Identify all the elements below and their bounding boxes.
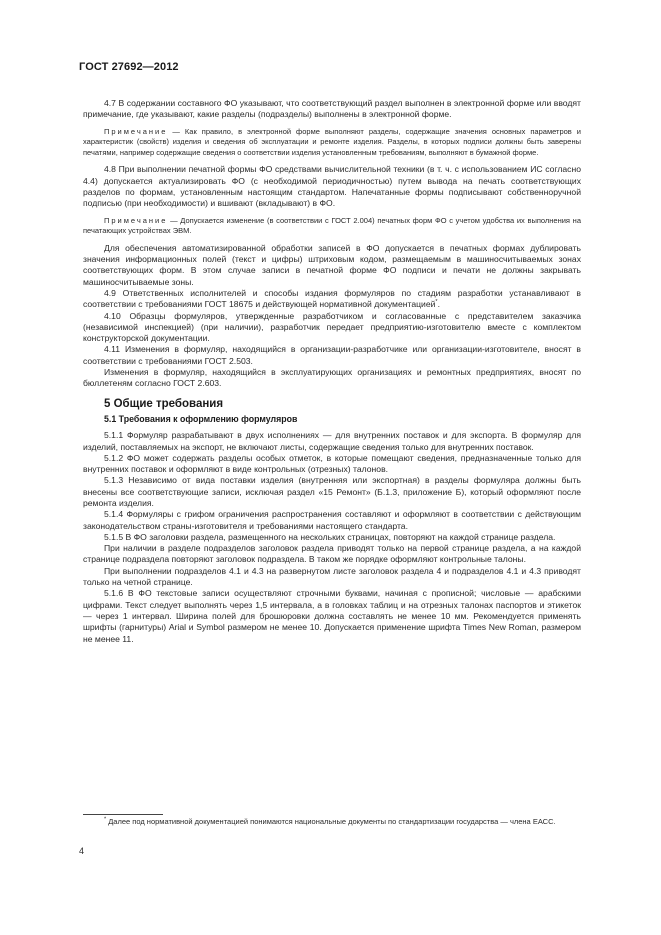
paragraph-text: 4.9 Ответственных исполнителей и способы издания формуляров по стадиям разработки устанавливают в соответствии с требованиями ГОСТ 18675 и действующей нормативной документацией	[83, 287, 581, 310]
paragraph: 5.1.2 ФО может содержать разделы особых отметок, в которые помещают сведения, предназначенные только для внутренних поставок и оформляют в виде контрольных (отрезных) талонов.	[83, 452, 581, 475]
standard-header: ГОСТ 27692—2012	[79, 61, 179, 73]
paragraph: При наличии в разделе подразделов заголовок раздела приводят только на первой странице раздела, а на каждой странице подраздела повторяют заголовок подраздела. В таком же порядке оформляют контрольные талоны.	[83, 543, 581, 565]
paragraph	[83, 288, 581, 311]
note-text: — Допускается изменение (в соответствии с ГОСТ 2.004) печатных форм ФО с учетом удобства их выполнения на печатающих устройствах ЭВМ.	[83, 215, 581, 236]
paragraph: Изменения в формуляр, находящийся в эксплуатирующих организациях и ремонтных предприятиях, вносят по бюллетеням согласно ГОСТ 2.603.	[83, 367, 581, 389]
section-heading: 5 Общие требования	[104, 397, 224, 410]
note-label: Примечание	[104, 215, 168, 225]
footnote-mark: *	[104, 816, 107, 823]
paragraph: 5.1.4 Формуляры с грифом ограничения распространения составляют и оформляют в соответствии с действующим законодательством страны-изготовителя и требованиями настоящего стандарта.	[83, 509, 581, 531]
paragraph: 4.7 В содержании составного ФО указывают, что соответствующий раздел выполнен в электронной форме или вводят примечание, где указывают, какие разделы (подразделы) выполнены в электронной форме.	[83, 98, 581, 120]
note-text: — Как правило, в электронной форме выполняют разделы, содержащие значения основных параметров и характеристик (свойств) изделия и сведения об эксплуатации и ремонте изделия. Разделы, в которых подписи должны быть заверены печатями, например содержащие сведения о соответствии изделия установленным требованиям, выполняют в бумажной форме.	[83, 126, 581, 157]
page-number: 4	[79, 846, 85, 856]
paragraph-tail: .	[437, 299, 440, 310]
document-body	[83, 98, 581, 645]
paragraph: 5.1.1 Формуляр разрабатывают в двух исполнениях — для внутренних поставок и для экспорта. В формуляр для изделий, поставляемых на экспорт, не включают листы, содержащие сведения только для внутренних поставок.	[83, 430, 581, 452]
note-paragraph	[83, 216, 581, 237]
paragraph: Для обеспечения автоматизированной обработки записей в ФО допускается в печатных формах дублировать значения информационных полей (текст и цифры) штриховым кодом, размещаемым в машиносчитываемых зонах соответствующих форм. В этом случае записи в печатной форме ФО подписи и печати не должны закрывать машиносчитываемые зоны.	[83, 242, 581, 287]
paragraph: 5.1.6 В ФО текстовые записи осуществляют строчными буквами, начиная с прописной; числовые — арабскими цифрами. Текст следует выполнять через 1,5 интервала, а в головках таблиц и на отрезных талонах паспортов и этикеток — через 1 интервал. Ширина полей для брошюровки должна составлять не менее 10 мм. Рекомендуется применять шрифты (гарнитуры) Arial и Symbol размером не менее 10. Допускается применение шрифта Times New Roman, размером не менее 11.	[83, 588, 581, 644]
note-label: Примечание	[104, 126, 168, 136]
footnote-text: Далее под нормативной документацией понимаются национальные документы по стандартизации государства — члена ЕАСС.	[106, 817, 556, 826]
paragraph: 4.8 При выполнении печатной формы ФО средствами вычислительной техники (в т. ч. с использованием ИС согласно 4.4) допускается актуализировать ФО (с необходимой периодичностью) путем вывода на печать соответствующих разделов по формам, установленным настоящим стандартом. Напечатанные формы подписывают собственноручной подписью (при необходимости) и вшивают (вкладывают) в ФО.	[83, 164, 581, 209]
subsection-heading: 5.1 Требования к оформлению формуляров	[104, 413, 298, 424]
footnote	[83, 817, 581, 828]
footnote-separator	[83, 814, 163, 815]
note-paragraph	[83, 127, 581, 159]
paragraph: 4.10 Образцы формуляров, утвержденные разработчиком и согласованные с представителем заказчика (независимой инспекцией) (при наличии), разработчик передает предприятию-изготовителю вместе с комплектом конструкторской документации.	[83, 310, 581, 344]
paragraph: При выполнении подразделов 4.1 и 4.3 на развернутом листе заголовок раздела 4 и подразделов 4.1 и 4.3 приводят только на четной странице.	[83, 565, 581, 588]
paragraph: 5.1.3 Независимо от вида поставки изделия (внутренняя или экспортная) в разделы формуляра должны быть внесены все соответствующие записи, исключая раздел «15 Ремонт» (Б.1.3, приложение Б), который оформляют после ремонта изделия.	[83, 475, 581, 508]
paragraph: 4.11 Изменения в формуляр, находящийся в организации-разработчике или организации-изготовителе, вносят в соответствии с требованиями ГОСТ 2.503.	[83, 344, 581, 366]
footnote-reference: *	[435, 299, 438, 306]
paragraph: 5.1.5 В ФО заголовки раздела, размещенного на нескольких страницах, повторяют на каждой странице раздела.	[104, 531, 556, 542]
